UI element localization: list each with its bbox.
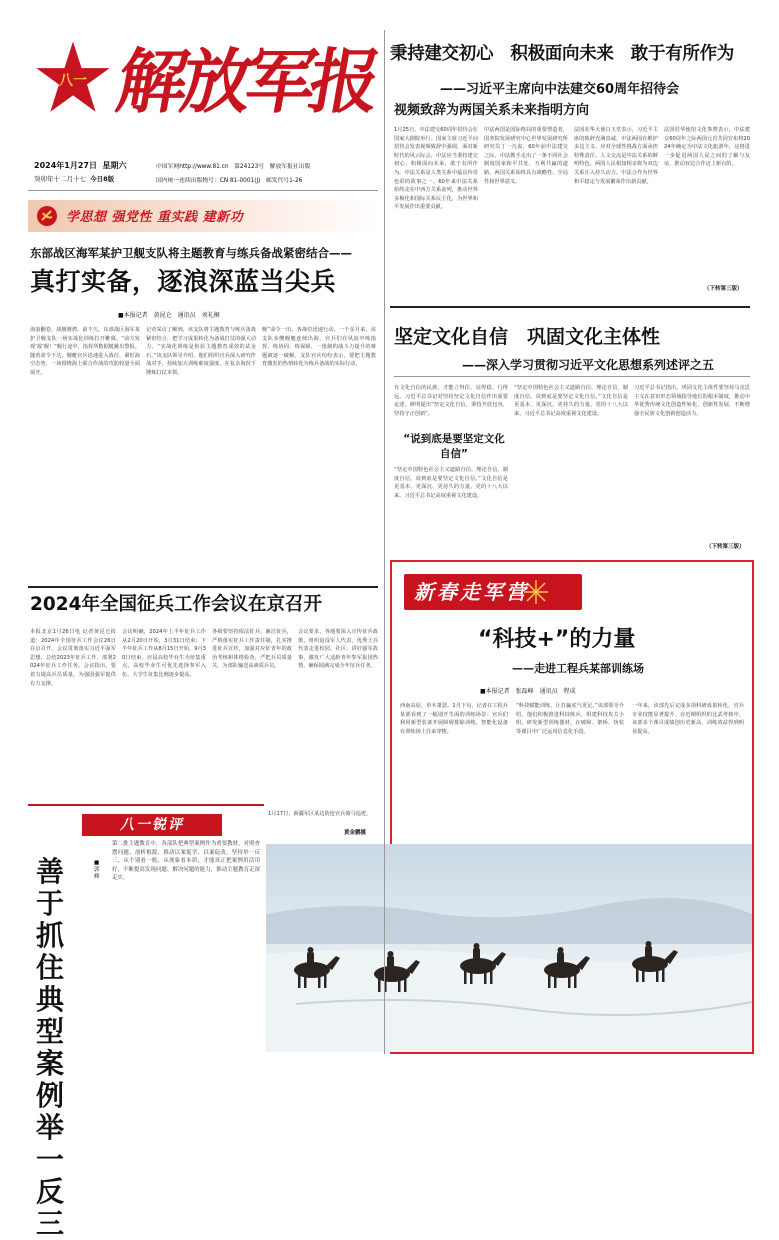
patrol-photo: [266, 844, 752, 1052]
feature-col2: “科技赋能训练，让打赢底气更足。”该部领导介绍，他们积极推进科技练兵，组建科技攻关小组，研发新型训练器材，在破障、架桥、伪装等课目中广泛运用信息化手段。: [516, 703, 624, 735]
lunar-date: 癸卯年十二月十七: [34, 175, 86, 183]
conscription-col3: 各级要坚持依法征兵、廉洁征兵，严格落实征兵工作责任制，扎实推进征兵宣传，加强对应征青年的政治考核和体格检查，严把兵员质量关，为部队输送高素质兵员。: [212, 629, 292, 670]
feature-banner: [404, 574, 582, 610]
commentary-author: ■ 郭 峰: [94, 860, 106, 880]
issue-date: 2024年1月27日: [34, 161, 97, 170]
lead-subtitle2: 视频致辞为两国关系未来指明方向: [394, 103, 590, 118]
commentary-label-box: [82, 814, 222, 836]
culture-subtitle: ——深入学习贯彻习近平文化思想系列述评之五: [462, 358, 715, 372]
east-title: 真打实备，逐浪深蓝当尖兵: [30, 267, 337, 296]
cn-number: 国内统一连续出版物号：CN 81-0001(J): [156, 178, 261, 184]
conscription-col1: 本报北京1月26日电 记者黄昆仑报道：2024年全国征兵工作会议26日在京召开。会议贯彻落实习近平强军思想，总结2023年征兵工作，部署2024年征兵工作任务。会议指出，要着力提高兵员质量，为强国强军提供有力支撑。: [30, 629, 116, 687]
feature-title: “科技+”的力量: [478, 627, 636, 652]
masthead-title-char: 解: [110, 40, 190, 123]
page-count: 今日8版: [90, 175, 115, 183]
slogan-banner: [28, 200, 378, 232]
east-byline: ■本报记者 黄昆仑 通讯员 刘礼桐: [118, 312, 220, 319]
lunar-line: [34, 174, 114, 183]
feature-col1: 西南高原，草木萧瑟。1月下旬，记者在工程兵某部看到了一幅别开生面的训练场景：官兵们利用新型装备开展障碍排除训练，智能化设备在训练场上往来穿梭。: [400, 703, 508, 735]
lead-col1: 1月25日，中法建交60周年招待会在国家大剧院举行。国家主席习近平向招待会发表视频致辞中强调，面对新时代的风云际会，中法应当秉持建交初心，积极面向未来，敢于有所作为。中法关系是人类关系中最具传奇色彩的故事之一。60年来中法关系始终走在中西方关系前列，推动世界多极化和国际关系民主化，为世界和平发展作出重要贡献。: [394, 127, 478, 211]
feature-banner-text: 新春走军营: [414, 580, 529, 604]
lead-col4: 法国驻华使馆文化参赞表示，中法建交60周年之际两国元首共同宣布将2024年确定为中法文化旅游年，这将进一步促进两国人民之间的了解与友谊，推动双边合作迈上新台阶。: [664, 127, 750, 168]
commentary-label: 八一锐评: [120, 817, 184, 833]
publisher: 解放军报社出版: [269, 164, 311, 170]
culture-continued: （下转第三版）: [706, 544, 745, 550]
photo-caption-box: [266, 808, 386, 840]
issue-number: 第24123号: [234, 164, 265, 170]
banner-text: 学思想 强党性 重实践 建新功: [66, 210, 244, 225]
pub-codes: [156, 175, 302, 184]
commentary-title: 善于抓住典型案例举一反三: [36, 855, 65, 1240]
feature-byline: ■本报记者 张磊峰 通讯员 程成: [480, 688, 576, 695]
culture-col1b: “坚定中国特色社会主义道路自信、理论自信、制度自信，说到底是要坚定文化自信。”文化自信是更基本、更深沉、更持久的力量。党的十八大以来，习近平总书记高度重视文化建设。: [394, 467, 508, 499]
masthead: [28, 28, 382, 188]
conscription-col4: 会议要求，各地要深入宣传征兵政策，组织退役军人代表、优秀士兵代表走进校园、社区，讲好强军故事，激发广大适龄青年参军报国热情，确保圆满完成全年征兵任务。: [298, 629, 378, 670]
website[interactable]: 中国军网http://www.81.cn: [156, 164, 229, 170]
masthead-title-char: 报: [302, 40, 382, 123]
conscription-col2: 会议明确，2024年上半年征兵工作从2月20日开始，3月31日结束；下半年征兵工作从8月15日开始，9月30日结束。应届高校毕业生为征集重点，高校毕业生可优先选择参军入伍，大学生征集比例逐步提高。: [122, 629, 206, 678]
horse-patrol-image: [266, 844, 752, 1052]
red-star-emblem: [34, 40, 112, 118]
masthead-title-char: 军: [238, 40, 318, 123]
feature-col3: 一年来，该部先后完成多项科研成果转化，官兵专业技能显著提升。在近期组织的比武考核中，该部多个课目成绩创历史新高，训练效益得到明显提高。: [632, 703, 744, 735]
date-line: [34, 160, 127, 171]
party-emblem-icon: [36, 205, 58, 227]
photo-caption: 1月17日，新疆军区某边防连官兵骑马巡逻。: [268, 811, 372, 817]
weekday: 星期六: [102, 161, 127, 170]
commentary-box: [28, 804, 264, 1240]
culture-title: 坚定文化自信 巩固文化主体性: [394, 326, 661, 348]
feature-subtitle: ——走进工程兵某部训练场: [512, 662, 644, 675]
culture-col3: 习近平总书记指出，巩固文化主体性要坚持马克思主义在意识形态领域指导地位的根本制度，推动中华优秀传统文化创造性转化、创新性发展，不断增强全民族文化创新创造活力。: [634, 385, 750, 417]
culture-col1: 有文化自信的民族，才能立得住、站得稳、行得远。习近平总书记对坚持坚定文化自信作出重要论述，鲜明提出“坚定文化自信，秉持开放包容，坚持守正创新”。: [394, 385, 508, 417]
lead-col2: 中法两国是国际格局的重要塑造者，国务院发展研究中心世界发展研究所研究员丁一凡说，60年前中法建交之际，中法携手走出了一条不同社会制度国家和平共处、互利共赢的道路，两国关系始终具有战略性、全局性和世界意义。: [484, 127, 568, 185]
photo-credit: 黄金鹏摄: [344, 830, 367, 836]
lead-continued: （下转第三版）: [704, 286, 743, 292]
east-kicker: 东部战区海军某护卫舰支队将主题教育与练兵备战紧密结合——: [30, 246, 352, 260]
pub-info: [156, 161, 310, 170]
star-glyph: 八一: [58, 73, 88, 90]
postal-code: 邮发代号1-26: [265, 178, 303, 184]
lead-col3: 法国驻华大使白玉堂表示，习近平主席的致辞充满真诚，中法两国在维护多边主义、应对全球性挑战方面承担特殊责任。人文交流是中法关系的鲜明特色，两国人民相知相亲将为双边关系注入持久动力。中法合作为世界和平稳定与发展繁荣作出新贡献。: [574, 127, 658, 185]
masthead-title-char: 放: [174, 40, 254, 123]
culture-pullquote: “说到底是要坚定文化自信”: [403, 433, 505, 460]
lead-title: 秉持建交初心 积极面向未来 敢于有所作为: [390, 44, 734, 64]
commentary-text: 第二批主题教育中，各部队把典型案例作为重要教材，对照查摆问题、剖析根源，推动以案促学、以案促改。坚持举一反三，从个别看一般，从现象看本质，才能真正把案例用活用好，不断提高发现问题、解决问题的能力，推动主题教育走深走实。: [112, 841, 260, 882]
east-col1: 海浪翻卷，战舰驰骋。前不久，东部战区海军某护卫舰支队一场实战化训练拉开帷幕。“前方发现‘敌’舰！”舰行途中，指挥所数据链跳出警报。随着命令下达，舰艇官兵迅速进入战位，紧盯海空态势，一场围绕海上联合作战的攻防较量全面展开。: [30, 327, 140, 376]
east-col2: 记者采访了解到，该支队将主题教育与练兵备战紧密结合，把学习成果转化为备战打仗的强大动力。“实战化训练是检验主题教育成效的试金石。”该支队领导介绍，他们组织官兵深入研究作战对手，持续加大训练难度强度，在复杂海况下锤炼打仗本领。: [146, 327, 256, 376]
masthead-title: [109, 32, 383, 132]
culture-col2: “坚定中国特色社会主义道路自信、理论自信、制度自信，说到底是要坚定文化自信。”文化自信是更基本、更深沉、更持久的力量。党的十八大以来，习近平总书记高度重视文化建设。: [514, 385, 628, 417]
lead-subtitle: ——习近平主席向中法建交60周年招待会: [440, 82, 680, 97]
conscription-title: 2024年全国征兵工作会议在京召开: [30, 594, 322, 615]
east-col3: 舰”命令一出，各战位迅速行动。一个多月来，该支队多艘舰艇连续出海，官兵们在风浪中练指挥、练协同、练保障，一批制约战斗力提升的难题被逐一破解。支队官兵纷纷表示，要把主题教育激发的热情转化为练兵备战的实际行动。: [262, 327, 376, 368]
